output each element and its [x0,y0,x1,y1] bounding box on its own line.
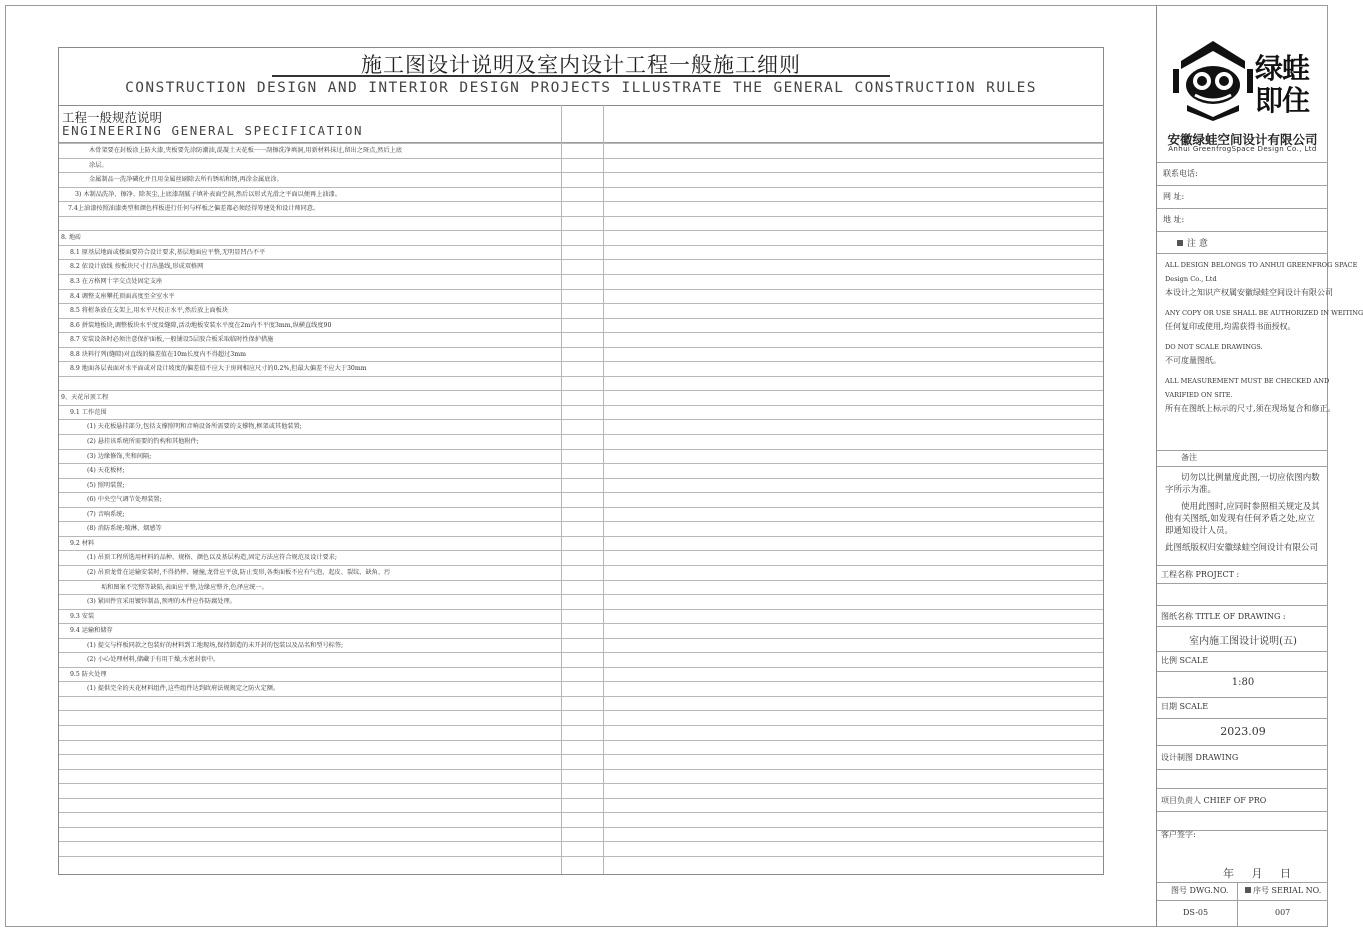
spec-row-text: 8.6 拼装地板块,调整板块水平度及缝隙,活动地板安装水平度在2m内不平度3mm,纵横直线度90 [70,321,332,329]
spec-row-text: 8. 地砖 [61,234,82,242]
spec-row [59,580,1103,595]
spec-row-text: 8.3 在方格网十字交点处固定支座 [70,277,163,285]
spec-row [59,507,1103,522]
notice-header [1177,236,1208,249]
square-icon [1245,887,1251,893]
spec-row [59,754,1103,769]
spec-row [59,681,1103,696]
company-name-en: Anhui GreenfrogSpace Design Co., Ltd [1168,145,1317,153]
spec-row [59,376,1103,391]
spec-row [59,390,1103,405]
notice-line: ALL DESIGN BELONGS TO ANHUI GREENFROG SPACE [1165,261,1358,269]
spec-row [59,361,1103,376]
drawing-by-label: 设计制图 DRAWING [1161,753,1239,762]
spec-row [59,449,1103,464]
notice-line: Design Co., Ltd [1165,275,1217,283]
title-en: CONSTRUCTION DESIGN AND INTERIOR DESIGN PROJECTS ILLUSTRATE THE GENERAL CONSTRUCTION RULES [125,80,1037,96]
spec-row [59,143,1103,158]
title-block [1156,5,1363,927]
spec-row [59,841,1103,856]
spec-row [59,652,1103,667]
spec-row-text: 8.2 依设计放线 按板块尺寸打出墨线,形成双格网 [70,263,204,271]
logo-text-1: 绿蛙 [1255,52,1310,85]
phone-label: 联系电话: [1163,169,1198,178]
notice-line: VARIFIED ON SITE. [1165,391,1233,399]
spec-row-text: (7) 音响系统; [87,510,125,518]
header-separator [59,105,1103,106]
spec-row [59,492,1103,507]
spec-row [59,638,1103,653]
spec-row-text: (8) 消防系统:喷淋、烟感等 [87,525,162,533]
scale-label: 比例 SCALE [1161,656,1209,665]
spec-row [59,783,1103,798]
spec-row [59,419,1103,434]
spec-row-text: (6) 中央空气调节处理装置; [87,496,162,504]
spec-row-text: 8.9 地面各层表面对水平面或对设计坡度的偏差值不应大于房间相应尺寸的0.2%,但最大偏差不应大于30mm [70,365,367,373]
spec-row-text: 9.4 运输和储存 [70,627,113,635]
spec-row [59,158,1103,173]
title-zh: 施工图设计说明及室内设计工程一般施工细则 [361,53,801,77]
spec-row [59,172,1103,187]
serial-no-value: 007 [1275,908,1291,917]
address-label: 地 址: [1163,215,1185,224]
notice-line: 不可度量图纸。 [1165,356,1221,365]
dwg-no-value: DS-05 [1183,908,1209,917]
logo-text-2: 即住 [1255,84,1310,117]
spec-row [59,216,1103,231]
spec-row [59,245,1103,260]
company-name-zh: 安徽绿蛙空间设计有限公司 [1167,132,1318,147]
spec-row [59,201,1103,216]
notice-line: 所有在图纸上标示的尺寸,须在现场复合和修正。 [1165,404,1336,413]
spec-row-text: 8.8 块料行列(缝隙)对直线的偏差值在10m长度内不得超过3mm [70,350,246,358]
spec-row-text: (3) 紧固件宜采用镀锌制品,预埋的木件应作防腐处理。 [87,598,236,606]
spec-row-text: (2) 吊顶龙骨在运输安装时,不得扔摔、碰撞,龙骨应平放,防止变形,各类面板不应有气泡、起皮、裂纹、缺角、污 [87,568,391,576]
spec-row [59,274,1103,289]
notice-line: ANY COPY OR USE SHALL BE AUTHORIZED IN WEITING [1165,309,1363,317]
spec-row [59,827,1103,842]
drawing-title: 室内施工图设计说明(五) [1189,636,1297,647]
spec-row [59,623,1103,638]
notice-line: DO NOT SCALE DRAWINGS. [1165,343,1263,351]
spec-row-text: 9.3 安装 [70,612,95,620]
spec-row-text: 8.7 安装设备时必须注意保护面板,一般铺设5层胶合板采取临时性保护措施 [70,336,274,344]
spec-row-text: (4) 天花板材; [87,467,125,475]
notice-title: 注 意 [1187,239,1208,249]
chief-label: 项目负责人 CHIEF OF PRO [1161,796,1267,805]
remarks-title: 备注 [1181,453,1197,462]
spec-row [59,347,1103,362]
spec-row [59,405,1103,420]
spec-row-text: (1) 天花板悬挂部分,包括支撑照明和音响设备所需要的支撑物,框架或其他装置; [87,423,302,431]
spec-row-text: 金属制品一洗净磷化并且用金属丝刷除去所有锈垢和锈,再涂金属底涂。 [89,176,283,184]
project-label: 工程名称 PROJECT : [1161,570,1240,579]
spec-sheet [58,47,1104,875]
spec-row-text: 8.4 调整支座攀托顶面高度至全室水平 [70,292,175,300]
spec-row [59,187,1103,202]
spec-row-text: 3) 木制品洗净、擦净、除灰尘,上底漆刮腻子填补表面空洞,然后以形式光滑之平面以便再上油漆。 [75,190,341,198]
spec-row-text: (2) 小心处理材料,储藏于有用干燥,水密封套中。 [87,656,220,664]
spec-row [59,609,1103,624]
spec-row-text: 8.1 原基层地面或楼面要符合设计要求,基层地面应平整,无明显凹凸不平 [70,248,266,256]
notice-text [1165,258,1363,416]
spec-row [59,230,1103,245]
spec-row-text: 木骨架要在封板涂上防火漆,夹板要先涂防潮油,混凝土天花板一一刮擦洗净填洞,用新材料抹过,留出之斑点,然后上底 [89,147,403,154]
spec-row [59,565,1103,580]
spec-row-text: (5) 照明装置; [87,481,125,489]
serial-no-label: 序号 SERIAL NO. [1253,886,1322,895]
spec-row-text: 垢和图案不完整等缺陷,表面应平整,边缘应整齐,色泽应统一。 [101,583,268,591]
spec-row [59,550,1103,565]
spec-row [59,710,1103,725]
spec-row [59,332,1103,347]
date-label: 日期 SCALE [1161,702,1209,711]
notice-line: 本设计之知识产权属安徽绿蛙空间设计有限公司 [1165,288,1333,297]
spec-row [59,521,1103,536]
remarks-para-3: 此图纸版权归安徽绿蛙空间设计有限公司 [1165,543,1319,553]
section-title-en: ENGINEERING GENERAL SPECIFICATION [62,123,364,138]
spec-row [59,594,1103,609]
spec-row [59,259,1103,274]
date-value: 2023.09 [1220,725,1266,738]
notice-line: 任何复印或使用,均需获得书面授权。 [1165,322,1296,331]
column-divider [603,105,604,874]
spec-row-text: (2) 悬挂该系统所需要的钓构和其他附件; [87,438,199,445]
spec-row [59,536,1103,551]
spec-row [59,812,1103,827]
spec-row-text: 9、天花吊顶工程 [61,394,109,402]
serial-no-header [1245,885,1321,896]
spec-row-text: (1) 吊顶工程所选用材料的品种、规格、颜色以及基层构造,固定方法应符合规范及设计要求; [87,554,337,562]
drawing-title-label: 图纸名称 TITLE OF DRAWING : [1161,612,1286,621]
spec-row-text: 8.5 将桁条放在支架上,用水平尺校正水平,然后放上面板块 [70,307,229,315]
spec-row [59,696,1103,711]
square-icon [1177,240,1183,246]
dwg-no-label: 图号 DWG.NO. [1171,886,1229,895]
spec-row [59,798,1103,813]
remarks-para-1: 切勿以比例量度此图,一切应依图内数字所示为准。 [1165,473,1320,495]
date-ymd: 年 月 日 [1223,867,1291,880]
spec-row [59,303,1103,318]
scale-value: 1:80 [1231,677,1255,688]
remarks-para-2: 使用此图时,应同时参照相关规定及其他有关图纸,如发现有任何矛盾之处,应立即通知设计人员。 [1165,502,1320,536]
spec-row [59,740,1103,755]
spec-row [59,725,1103,740]
website-label: 网 址: [1163,192,1185,201]
spec-row [59,434,1103,449]
notice-line: ALL MEASUREMENT MUST BE CHECKED AND [1165,377,1330,385]
spec-row-text: 7.4上油漆按照油漆类型和颜色样板进行任何与样板之偏差都必须经得筹建处和设计师同意。 [68,205,320,213]
spec-row-text: (1) 提交与样板同款之包装好的材料到工地现场,保持制造的未开封的包装以及品名和型号标签; [87,641,344,649]
column-divider [561,105,562,874]
spec-row-text: (1) 提供完全的天花材料组件,这些组件达到政府法规规定之防火定额。 [87,685,280,693]
spec-row [59,667,1103,682]
spec-row [59,289,1103,304]
spec-row-text: (3) 边缘修饰,夹和间隔; [87,452,152,460]
spec-row [59,856,1103,871]
spec-row-text: 9.1 工作范围 [70,408,107,416]
spec-row-text: 涂层。 [89,161,108,169]
title-underline [272,75,890,77]
spec-row [59,463,1103,478]
client-signature-label: 客户签字: [1161,830,1196,839]
company-logo [1173,39,1313,121]
spec-row-text: 9.5 防火处理 [70,670,107,678]
spec-row [59,478,1103,493]
spec-row-text: 9.2 材料 [70,539,95,547]
spec-row [59,318,1103,333]
spec-row [59,769,1103,784]
section-title-zh: 工程一般规范说明 [62,110,163,125]
